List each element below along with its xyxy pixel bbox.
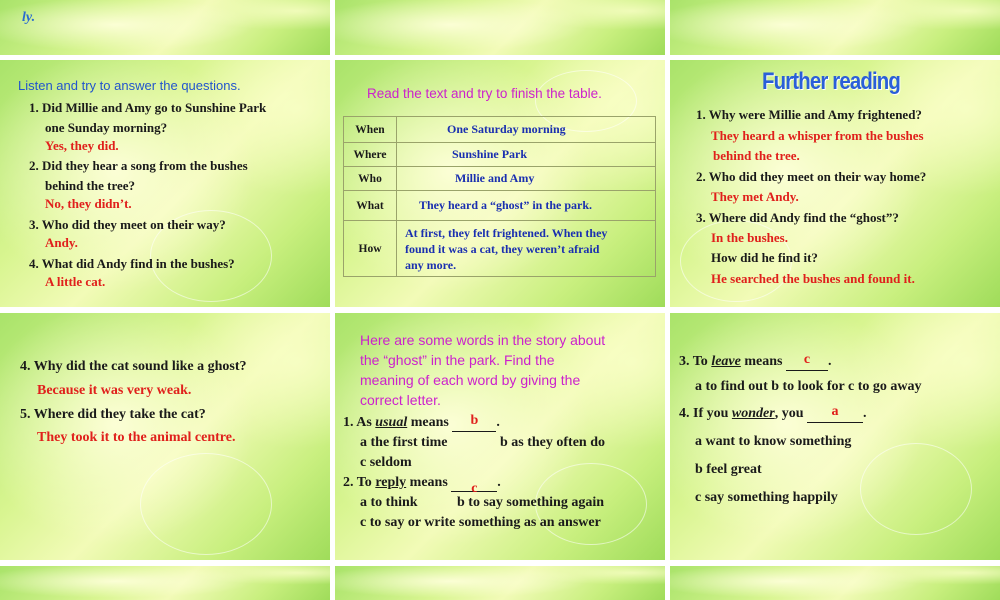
further-q1: 1. Why were Millie and Amy frightened? — [696, 107, 922, 122]
table-value-how — [397, 221, 656, 277]
listen-q1-line1: 1. Did Millie and Amy go to Sunshine Park — [29, 100, 267, 115]
table-label-when: When — [344, 117, 397, 143]
slide-table — [335, 60, 665, 307]
words-q4-opt-a: a want to know something — [695, 434, 852, 449]
answer-letter: a — [831, 404, 839, 419]
table-row — [344, 167, 656, 191]
table-heading: Read the text and try to finish the table. — [367, 86, 602, 101]
listen-a4: A little cat. — [45, 274, 106, 289]
answer-letter: c — [471, 481, 478, 496]
further-a4: He searched the bushes and found it. — [711, 271, 915, 286]
slide-further-reading — [670, 60, 1000, 307]
words-q4-opt-c: c say something happily — [695, 490, 838, 505]
table-row — [344, 221, 656, 277]
listen-a2: No, they didn’t. — [45, 196, 132, 211]
further-a2: They met Andy. — [711, 189, 799, 204]
slide-top-left-fragment: ly. — [22, 10, 36, 25]
listen-heading: Listen and try to answer the questions. — [18, 78, 241, 93]
word-wonder: wonder — [731, 406, 775, 421]
more-a5: They took it to the animal centre. — [37, 430, 236, 445]
listen-q1-line2: one Sunday morning? — [45, 120, 168, 135]
words-q1-opt-a: a the first time — [360, 435, 448, 450]
slide-word-meanings — [335, 313, 665, 560]
slide-bottom-right — [670, 566, 1000, 600]
answer-letter: b — [470, 413, 479, 428]
slide-listen-questions — [0, 60, 330, 307]
words-q3-options: a to find out b to look for c to go away — [695, 379, 922, 394]
words-q1-opt-b: b as they often do — [500, 435, 606, 450]
answer-blank — [786, 354, 828, 371]
table-value-where: Sunshine Park — [397, 143, 656, 167]
table-value-who: Millie and Amy — [397, 167, 656, 191]
slide-top-right — [670, 0, 1000, 55]
table-label-what: What — [344, 191, 397, 221]
table-value-what: They heard a “ghost” in the park. — [397, 191, 656, 221]
slide-bottom-middle — [335, 566, 665, 600]
words-q1: 1. As usual means b . — [343, 413, 500, 430]
slide-top-left — [0, 0, 330, 55]
table-value-how-line2: found it was a cat, they weren’t afraid — [405, 241, 600, 256]
listen-q4: 4. What did Andy find in the bushes? — [29, 256, 235, 271]
more-a4: Because it was very weak. — [37, 383, 192, 398]
slide-more-questions — [0, 313, 330, 560]
further-q3: 3. Where did Andy find the “ghost”? — [696, 210, 899, 225]
table-row — [344, 117, 656, 143]
listen-a3: Andy. — [45, 235, 78, 250]
word-usual: usual — [375, 415, 408, 430]
words-heading-line4: correct letter. — [360, 392, 441, 408]
table-value-when: One Saturday morning — [397, 117, 656, 143]
slide-bottom-left — [0, 566, 330, 600]
further-a1-line1: They heard a whisper from the bushes — [711, 128, 924, 143]
further-a3: In the bushes. — [711, 230, 788, 245]
answer-blank — [451, 475, 497, 496]
slide-more-words — [670, 313, 1000, 560]
further-q4: How did he find it? — [711, 250, 818, 265]
words-q4: 4. If you wonder, you a . — [679, 404, 867, 421]
answer-letter: c — [803, 352, 811, 367]
slide-top-middle — [335, 0, 665, 55]
table-label-who: Who — [344, 167, 397, 191]
words-q1-opt-c: c seldom — [360, 455, 412, 470]
word-leave: leave — [711, 354, 741, 369]
more-q5: 5. Where did they take the cat? — [20, 407, 206, 422]
table-value-how-line3: any more. — [405, 257, 457, 272]
listen-q2-line1: 2. Did they hear a song from the bushes — [29, 158, 248, 173]
further-a1-line2: behind the tree. — [713, 148, 800, 163]
table-label-how: How — [344, 221, 397, 277]
table-label-where: Where — [344, 143, 397, 167]
words-heading-line1: Here are some words in the story about — [360, 332, 606, 348]
table-row — [344, 191, 656, 221]
table-value-how-line1: At first, they felt frightened. When they — [405, 225, 608, 240]
words-heading-line3: meaning of each word by giving the — [360, 372, 581, 388]
words-q3: 3. To leave means c . — [679, 352, 832, 369]
words-q2-opt-c: c to say or write something as an answer — [360, 515, 601, 530]
words-q2-opt-b: b to say something again — [457, 495, 605, 510]
info-table — [343, 116, 656, 277]
answer-blank — [452, 415, 496, 432]
further-q2: 2. Who did they meet on their way home? — [696, 169, 927, 184]
listen-q3: 3. Who did they meet on their way? — [29, 217, 226, 232]
words-heading-line2: the “ghost” in the park. Find the — [360, 352, 555, 368]
words-q4-opt-b: b feel great — [695, 462, 762, 477]
listen-a1: Yes, they did. — [45, 138, 119, 153]
word-reply: reply — [375, 475, 407, 490]
more-q4: 4. Why did the cat sound like a ghost? — [20, 359, 247, 374]
answer-blank — [807, 406, 863, 423]
words-q2: 2. To reply means c . — [343, 475, 501, 496]
words-q2-opt-a: a to think — [360, 495, 418, 510]
listen-q2-line2: behind the tree? — [45, 178, 136, 193]
table-row — [344, 143, 656, 167]
further-reading-title: Further reading — [762, 68, 901, 95]
